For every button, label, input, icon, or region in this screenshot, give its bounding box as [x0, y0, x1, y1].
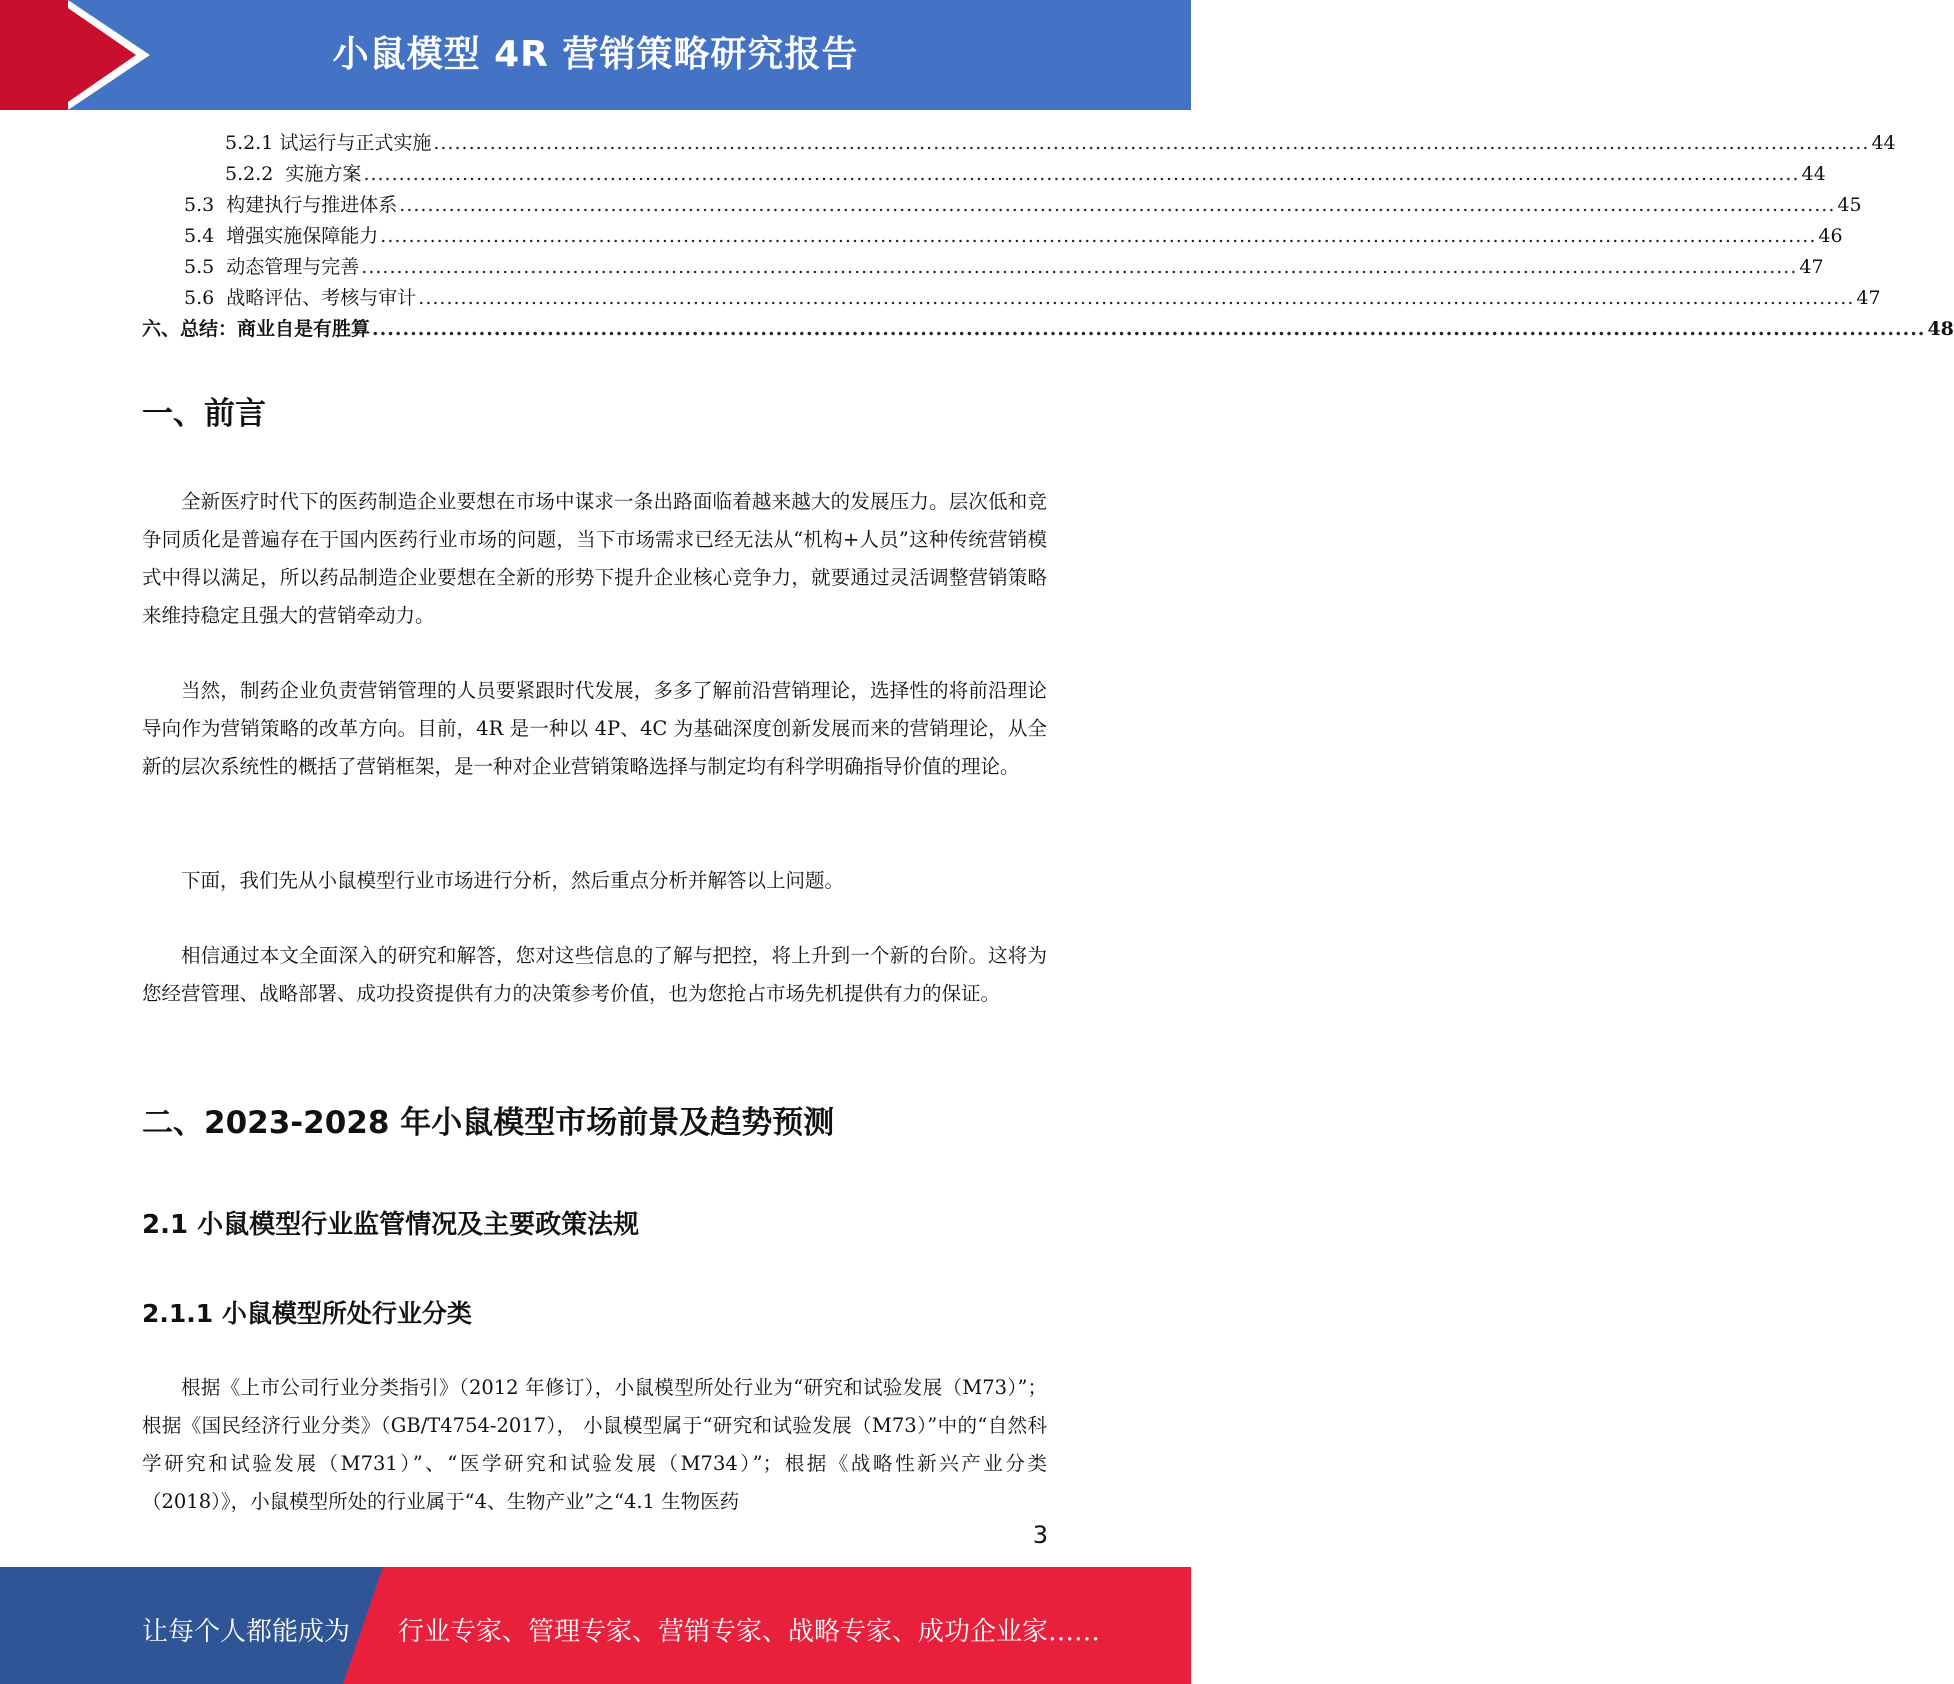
toc-leader-dots: ............................................................................................................................................................................................................ [418, 287, 1855, 309]
report-title: 小鼠模型 4R 营销策略研究报告 [332, 34, 859, 75]
toc-entry-page: 45 [1837, 194, 1862, 216]
body-paragraph: 根据《上市公司行业分类指引》（2012 年修订），小鼠模型所处行业为“研究和试验发展（M73）”；根据《国民经济行业分类》（GB/T4754-2017）， 小鼠模型属于“研究和试验发展（M73）”中的“自然科学研究和试验发展（M731）”、“医学研究和试验发展（M734）”；根据《战略性新兴产业分类（2018）》，小鼠模型所处的行业属于“4、生物产业”之“4.1 生物医药 [142, 1376, 1047, 1513]
toc-entry[interactable] [142, 252, 1824, 283]
toc-entry-page: 47 [1856, 287, 1881, 309]
subsubsection-heading: 2.1.1 小鼠模型所处行业分类 [142, 1299, 472, 1328]
toc-leader-dots: ............................................................................................................................................................................................................ [363, 163, 1800, 185]
section-heading-market-outlook: 二、2023-2028 年小鼠模型市场前景及趋势预测 [142, 1105, 835, 1141]
toc-entry[interactable] [142, 314, 1954, 345]
toc-leader-dots: ............................................................................................................................................................................................................ [361, 256, 1798, 278]
body-paragraph: 全新医疗时代下的医药制造企业要想在市场中谋求一条出路面临着越来越大的发展压力。层次低和竞争同质化是普遍存在于国内医药行业市场的问题，当下市场需求已经无法从“机构+人员”这种传统营销模式中得以满足，所以药品制造企业要想在全新的形势下提升企业核心竞争力，就要通过灵活调整营销策略来维持稳定且强大的营销牵动力。 [142, 490, 1047, 627]
toc-entry-page: 44 [1801, 163, 1826, 185]
page-footer [0, 1567, 1191, 1684]
toc-entry-page: 48 [1927, 318, 1954, 340]
toc-entry-label: 5.6 战略评估、考核与审计 [184, 287, 417, 309]
toc-entry[interactable] [142, 221, 1843, 252]
toc-entry[interactable] [142, 190, 1862, 221]
toc-leader-dots: ............................................................................................................................................................................................................ [433, 132, 1870, 154]
body-paragraph: 当然，制药企业负责营销管理的人员要紧跟时代发展，多多了解前沿营销理论，选择性的将前沿理论导向作为营销策略的改革方向。目前，4R 是一种以 4P、4C 为基础深度创新发展而来的营销理论，从全新的层次系统性的概括了营销框架，是一种对企业营销策略选择与制定均有科学明确指导价值的理论。 [142, 679, 1047, 778]
toc-entry-label: 5.4 增强实施保障能力 [184, 225, 379, 247]
toc-leader-dots: ............................................................................................................................................................................................................ [399, 194, 1836, 216]
toc-entry-label: 5.3 构建执行与推进体系 [184, 194, 398, 216]
toc-entry-page: 44 [1871, 132, 1896, 154]
page-number: 3 [1032, 1521, 1048, 1549]
toc-leader-dots: ............................................................................................................................................................................................................ [380, 225, 1817, 247]
body-paragraph: 相信通过本文全面深入的研究和解答，您对这些信息的了解与把控，将上升到一个新的台阶。这将为您经营管理、战略部署、成功投资提供有力的决策参考价值，也为您抢占市场先机提供有力的保证。 [142, 944, 1047, 1005]
toc-entry[interactable] [142, 159, 1826, 190]
table-of-contents [142, 128, 1954, 345]
toc-entry[interactable] [142, 283, 1881, 314]
toc-entry-page: 47 [1799, 256, 1824, 278]
toc-entry-label: 六、总结：商业自是有胜算 [142, 318, 371, 340]
toc-leader-dots: ............................................................................................................................................................................................................ [372, 318, 1926, 340]
body-paragraph: 下面，我们先从小鼠模型行业市场进行分析，然后重点分析并解答以上问题。 [181, 869, 845, 892]
footer-slogan-left: 让每个人都能成为 [142, 1617, 351, 1647]
toc-entry-page: 46 [1818, 225, 1843, 247]
toc-entry-label: 5.5 动态管理与完善 [184, 256, 360, 278]
section-heading-preface: 一、前言 [142, 396, 266, 432]
toc-entry-label: 5.2.1 试运行与正式实施 [225, 132, 432, 154]
subsection-heading: 2.1 小鼠模型行业监管情况及主要政策法规 [142, 1210, 640, 1240]
page-header [0, 0, 1191, 110]
footer-slogan-right: 行业专家、管理专家、营销专家、战略专家、成功企业家…… [398, 1617, 1101, 1647]
toc-entry[interactable] [142, 128, 1896, 159]
toc-entry-label: 5.2.2 实施方案 [225, 163, 362, 185]
